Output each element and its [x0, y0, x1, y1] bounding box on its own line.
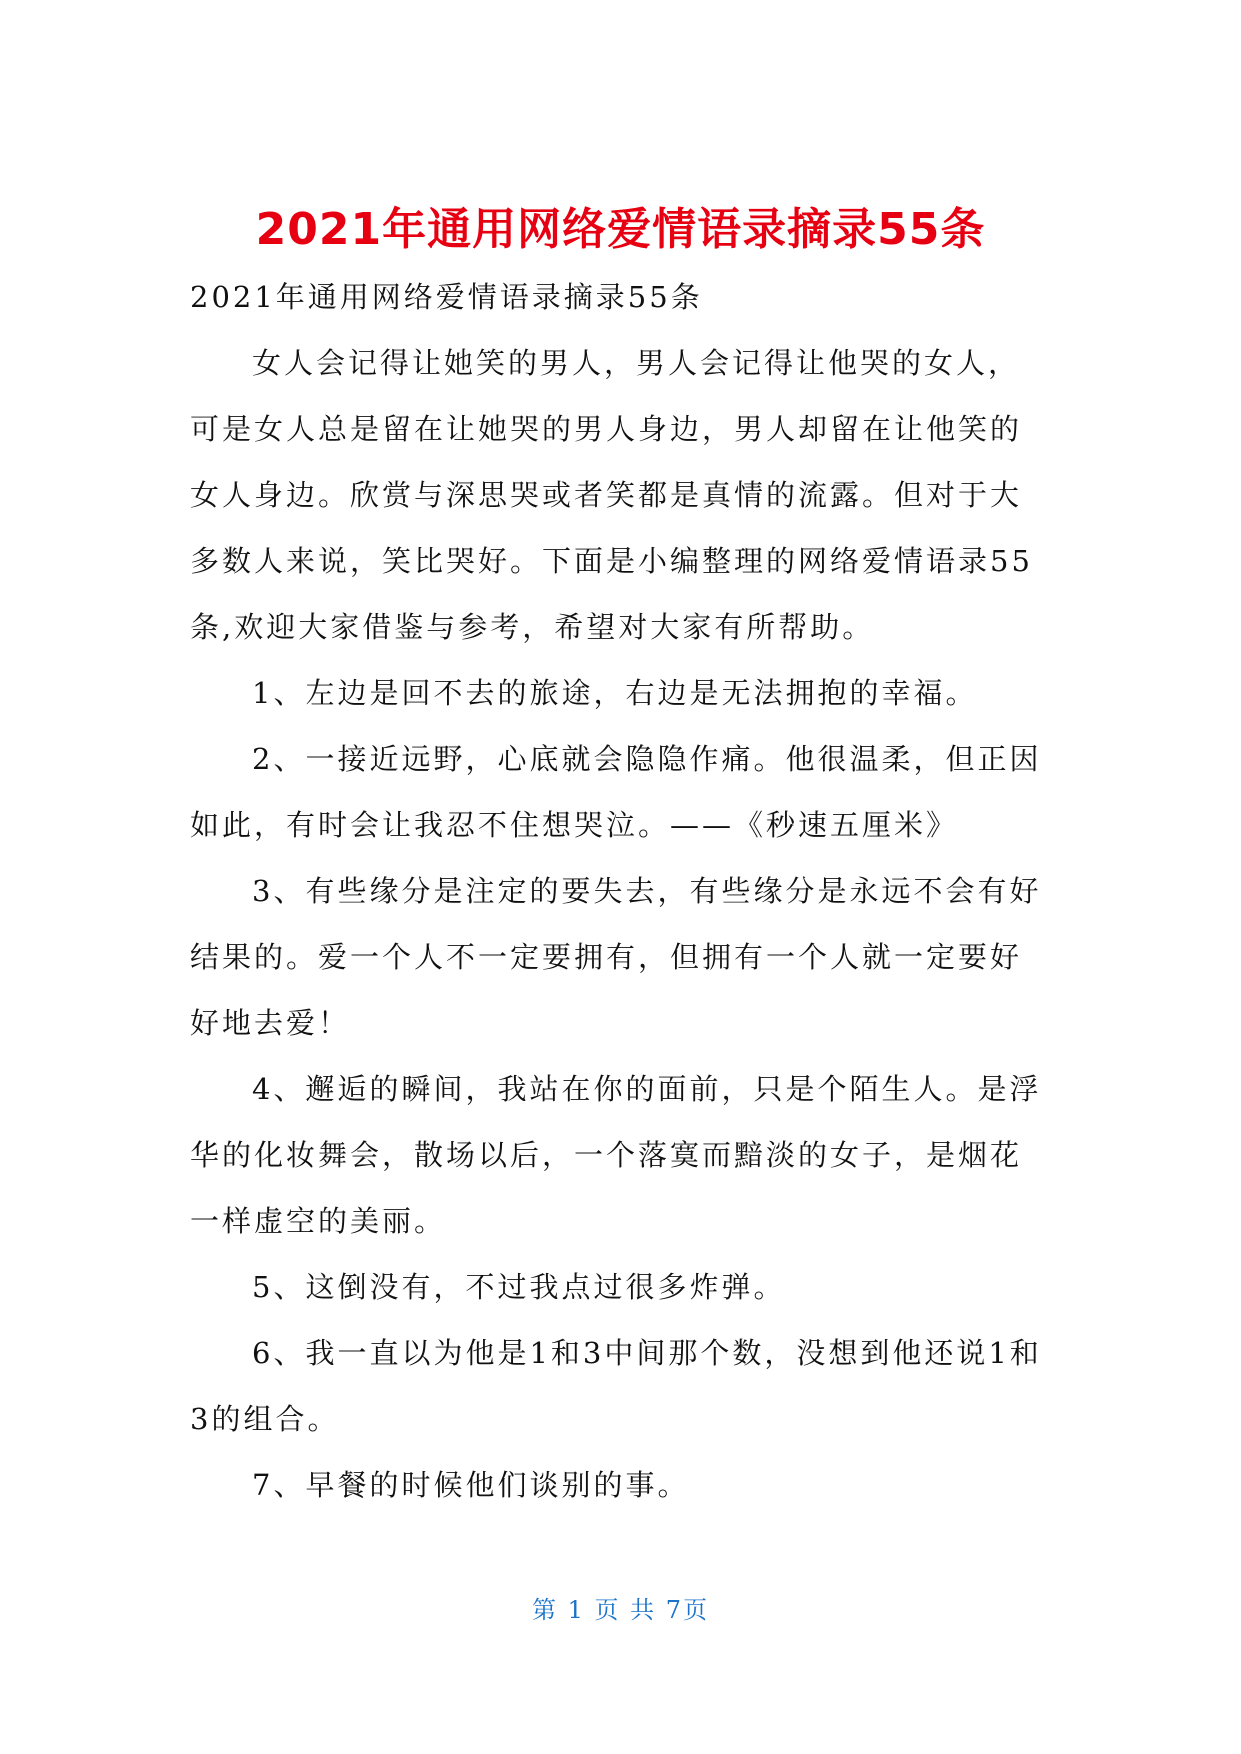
document-subtitle: 2021年通用网络爱情语录摘录55条 — [190, 280, 703, 314]
quote-item: 4、邂逅的瞬间，我站在你的面前，只是个陌生人。是浮华的化妆舞会，散场以后，一个落寞而黯淡的女子，是烟花一样虚空的美丽。 — [190, 1072, 1042, 1238]
page-footer — [0, 1594, 1241, 1626]
footer-current-page: 1 — [567, 1596, 585, 1624]
document-title: 2021年通用网络爱情语录摘录55条 — [255, 204, 986, 255]
quote-item: 7、早餐的时候他们谈别的事。 — [252, 1468, 690, 1502]
footer-prefix: 第 — [531, 1596, 558, 1624]
quote-item: 1、左边是回不去的旅途，右边是无法拥抱的幸福。 — [252, 676, 978, 710]
document-body — [190, 264, 1050, 1518]
quote-item: 3、有些缘分是注定的要失去，有些缘分是永远不会有好结果的。爱一个人不一定要拥有，但拥有一个人就一定要好好地去爱！ — [190, 874, 1042, 1040]
intro-paragraph: 女人会记得让她笑的男人，男人会记得让他哭的女人，可是女人总是留在让她哭的男人身边，男人却留在让他笑的女人身边。欣赏与深思哭或者笑都是真情的流露。但对于大多数人来说，笑比哭好。下面是小编整理的网络爱情语录55条,欢迎大家借鉴与参考，希望对大家有所帮助。 — [190, 346, 1033, 644]
quote-item: 6、我一直以为他是1和3中间那个数，没想到他还说1和3的组合。 — [190, 1336, 1042, 1436]
quote-item: 2、一接近远野，心底就会隐隐作痛。他很温柔，但正因如此，有时会让我忍不住想哭泣。——《秒速五厘米》 — [190, 742, 1042, 842]
footer-total-pages: 7 — [665, 1596, 684, 1624]
quote-item: 5、这倒没有，不过我点过很多炸弹。 — [252, 1270, 786, 1304]
footer-middle: 页 共 — [594, 1596, 657, 1624]
footer-suffix: 页 — [683, 1596, 710, 1624]
